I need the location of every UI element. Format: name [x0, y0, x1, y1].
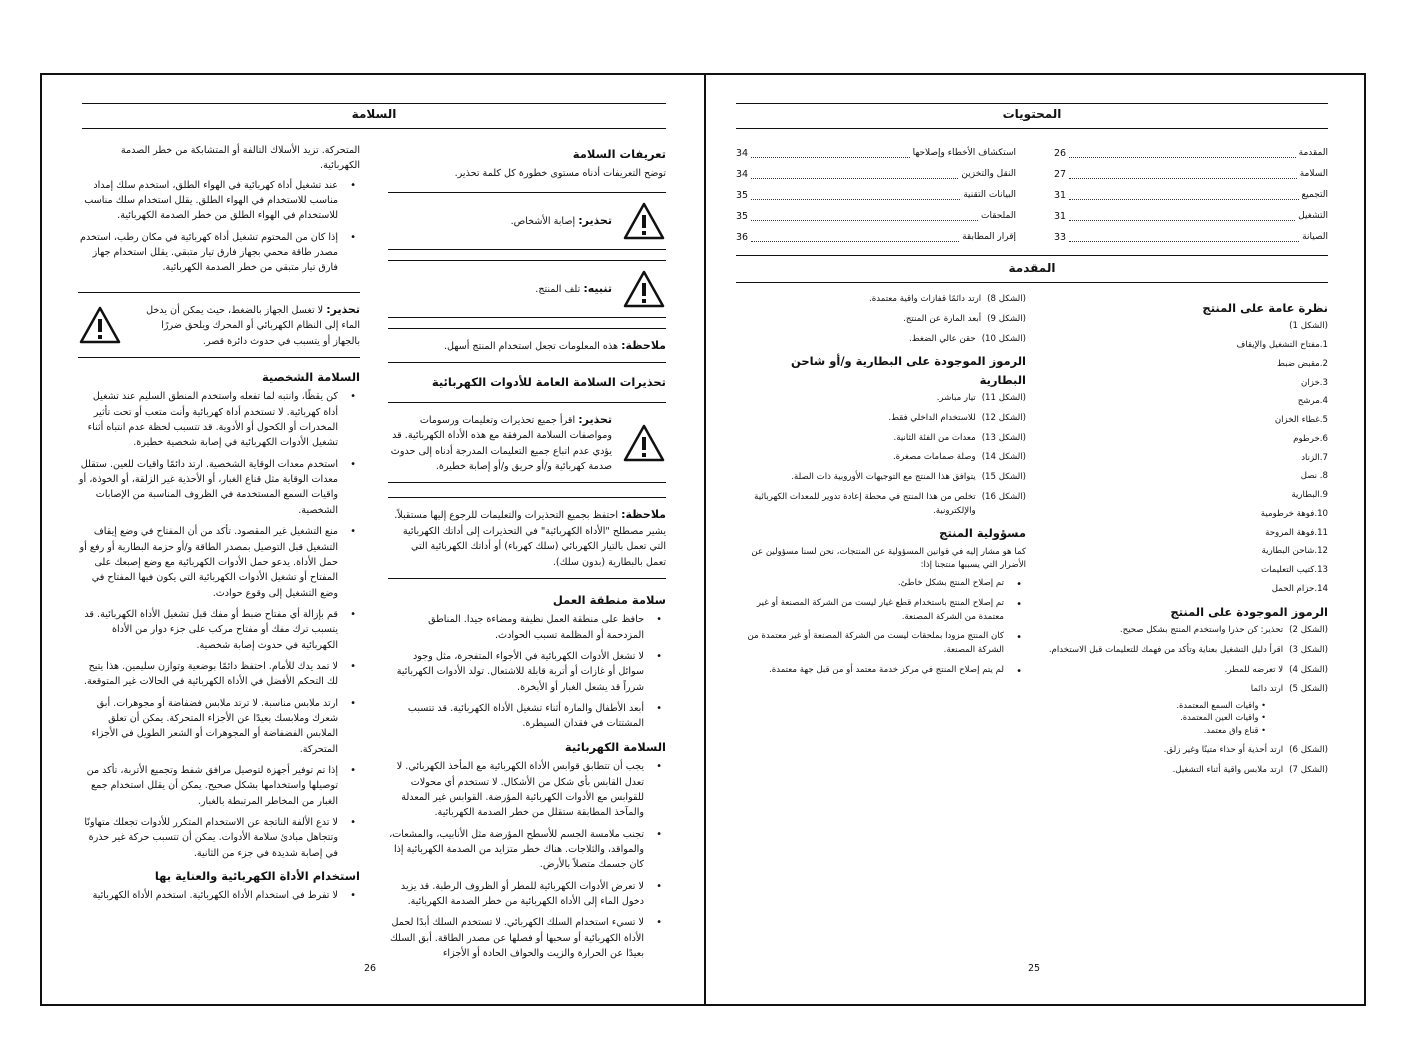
note-text: هذه المعلومات تجعل استخدام المنتج أسهل. [443, 340, 619, 352]
list-item: • لا تدع الألفة الناتجة عن الاستخدام المتكرر للأدوات تجعلك متهاونًا وتتجاهل مبادئ سلامة الأدوات. يمكن أن تتسبب حركة غير حذرة في إصابة شديدة في جزء من الثانية. [78, 815, 360, 861]
column-right [388, 139, 666, 967]
symbol-row: (الشكل 7) ارتد ملابس واقية أثناء التشغيل. [1172, 765, 1328, 776]
section-title: الرموز الموجودة على المنتج [1170, 604, 1328, 619]
toc-entry[interactable]: استكشاف الأخطاء وإصلاحها 34 [736, 147, 1016, 159]
list-item: • استخدم معدات الوقاية الشخصية. ارتد دائمًا واقيات للعين. ستقلل معدات الوقاية مثل قناع الغبار، أو الأحذية غير الزلقة، أو الخوذة، أو واقيات السمع المستخدمة في الظروف المناسبة من الإصابات الشخصية. [78, 457, 360, 518]
list-item: 12.شاحن البطارية [1261, 546, 1328, 557]
page-header: المحتويات [736, 103, 1328, 129]
symbol-row: (الشكل 8) ارتد دائمًا قفازات واقية معتمدة. [868, 294, 1026, 304]
list-item: 7.الزناد [1301, 452, 1328, 463]
list-item: 6.خرطوم [1293, 433, 1328, 444]
page-26 [42, 75, 704, 1004]
symbol-row: (الشكل 3) اقرأ دليل التشغيل بعناية وتأكد من فهمك للتعليمات قبل الاستخدام. [1048, 644, 1328, 655]
bullet-list [388, 612, 666, 731]
warning-label: تحذير: [578, 213, 612, 227]
section-title: مسؤولية المنتج [939, 526, 1026, 541]
list-item: 4.مرشح [1297, 396, 1328, 407]
list-item: • تجنب ملامسة الجسم للأسطح المؤرضة مثل الأنابيب، والمشعات، والمواقد، والثلاجات. هناك خطر متزايد من الصدمة الكهربائية إذا كان جسمك متصلاً بالأرض. [388, 827, 666, 873]
list-item: 9.البطارية [1291, 490, 1328, 501]
warning-triangle-icon [622, 201, 666, 241]
list-item: • إذا تم توفير أجهزة لتوصيل مرافق شفط وتجميع الأتربة، تأكد من توصيلها واستخدامها بشكل صحيح. يمكن أن يقلل استخدام جمع الغبار من المخاطر المرتبطة بالغبار. [78, 763, 360, 809]
section-title: نظرة عامة على المنتج [1202, 301, 1328, 315]
symbol-row: (الشكل 10) حقن عالي الضغط. [909, 333, 1026, 344]
list-item: 14.حزام الحمل [1271, 583, 1328, 594]
note-box [388, 328, 666, 364]
section-title: تحذيرات السلامة العامة للأدوات الكهربائية [431, 375, 666, 390]
list-item: • كن يقظًا، وانتبه لما تفعله واستخدم المنطق السليم عند تشغيل أداة كهربائية. لا تستخدم أداة كهربائية وأنت متعب أو تحت تأثير المخدرات أو الكحول أو الأدوية. قد تتسبب لحظة عدم انتباه أثناء تشغيل الأدوات الكهربائية في إصابة شخصية خطيرة. [78, 389, 360, 450]
list-item: • يجب أن تتطابق قوابس الأداة الكهربائية مع المأخذ الكهربائي. لا تعدل القابس بأي شكل من الأشكال. لا تستخدم أي محولات للقوابس مع الأدوات الكهربائية المؤرضة. القوابس غير المعدلة والمآخذ المطابقة ستقلل من خطر الصدمة الكهربائية. [388, 759, 666, 820]
page-number: 26 [364, 962, 377, 974]
column-left [78, 143, 360, 910]
bullet-list [78, 178, 360, 276]
toc-entry[interactable]: الصيانة 33 [1054, 231, 1328, 243]
list-item: 13.كتيب التعليمات [1261, 565, 1328, 576]
list-item: • أبعد الأطفال والمارة أثناء تشغيل الأداة الكهربائية. قد تتسبب المشتتات في فقدان السيطرة. [388, 701, 666, 732]
list-item: • كان المنتج مزودا بملحقات ليست من الشركة المصنعة أو غير معتمدة من الشركة المصنعة. [744, 630, 1026, 658]
toc-entry[interactable]: النقل والتخزين 34 [736, 168, 1016, 180]
list-item: • حافظ على منطقة العمل نظيفة ومضاءة جيدا. المناطق المزدحمة أو المظلمة تسبب الحوادث. [388, 612, 666, 643]
toc-entry[interactable]: السلامة 27 [1054, 168, 1328, 180]
paragraph: توضح التعريفات أدناه مستوى خطورة كل كلمة تحذير. [454, 168, 666, 180]
list-item: • ارتد ملابس مناسبة. لا ترتد ملابس فضفاضة أو مجوهرات. أبق شعرك وملابسك بعيدًا عن الأجزاء المتحركة. يمكن أن تعلق الملابس الفضفاضة أو المجوهرات أو الشعر الطويل في الأجزاء المتحركة. [78, 696, 360, 757]
symbol-row: (الشكل 14) وصلة صمامات مصغرة. [892, 452, 1026, 463]
symbol-row: (الشكل 15) يتوافق هذا المنتج مع التوجيهات الأوروبية ذات الصلة. [791, 472, 1026, 483]
list-item: 1.مفتاح التشغيل والإيقاف [1236, 340, 1328, 351]
list-item: 5.غطاء الخزان [1274, 415, 1328, 426]
page-header: السلامة [82, 103, 666, 129]
section-title: السلامة الشخصية [261, 370, 360, 385]
bullet-list [78, 888, 360, 903]
list-item: • لا تسيء استخدام السلك الكهربائي. لا تستخدم السلك أبدًا لحمل الأداة الكهربائية أو سحبها أو فصلها عن مصدر الطاقة. أبق السلك بعيدًا عن الحرارة والزيت والحواف الحادة أو الأجزاء [388, 915, 666, 961]
bullet-list [744, 577, 1026, 678]
section-title: استخدام الأداة الكهربائية والعناية بها [154, 869, 360, 884]
symbol-row: (الشكل 4) لا تعرضه للمطر. [1224, 664, 1328, 675]
symbol-row: (الشكل 16) تخلص من هذا المنتج في محطة إعادة تدوير للمعدات الكهربائية والإلكترونية. [754, 491, 1026, 516]
symbol-row: (الشكل 13) معدات من الفئة الثانية. [893, 432, 1026, 443]
list-item: 3.خزان [1301, 377, 1328, 388]
bullet-list [388, 759, 666, 961]
symbol-row: (الشكل 6) ارتد أحذية أو حذاء متينًا وغير زلق. [1163, 745, 1328, 756]
section-title: الرموز الموجودة على البطارية و/أو شاحن البطارية [790, 354, 1026, 387]
toc-entry[interactable]: إقرار المطابقة 36 [736, 231, 1016, 243]
list-item: • عند تشغيل أداة كهربائية في الهواء الطلق، استخدم سلك إمداد مناسب للاستخدام في الهواء الطلق. يقلل استخدام سلك مناسب للاستخدام في الهواء الطلق من خطر الصدمة الكهربائية. [78, 178, 360, 224]
list-item: 2.مقبض ضبط [1276, 358, 1328, 369]
warning-text: لا تغسل الجهاز بالضغط، حيث يمكن أن يدخل الماء إلى النظام الكهربائي أو المحرك ويلحق ضررًا بالجهاز أو يتسبب في حدوث دائرة قصر. [146, 304, 360, 347]
warning-triangle-icon [78, 305, 122, 345]
toc-entry[interactable]: التجميع 31 [1054, 189, 1328, 201]
page-number: 25 [1028, 962, 1041, 974]
parts-list [1028, 320, 1328, 596]
list-item: 10.فوهة خرطومية [1260, 508, 1328, 519]
toc-column-left [736, 143, 1016, 248]
warning-box [78, 292, 360, 358]
list-item: • تم إصلاح المنتج بشكل خاطئ. [744, 577, 1026, 591]
toc-entry[interactable]: الملحقات 35 [736, 210, 1016, 222]
list-item: • لا تشغل الأدوات الكهربائية في الأجواء المتفجرة، مثل وجود سوائل أو غازات أو أتربة قابلة للاشتعال. تولد الأدوات الكهربائية شرراً قد يشعل الغبار أو الأبخرة. [388, 649, 666, 695]
symbol-row: (الشكل 12) للاستخدام الداخلي فقط. [888, 412, 1026, 423]
caution-box [388, 260, 666, 318]
list-item: • منع التشغيل غير المقصود. تأكد من أن المفتاح في وضع إيقاف التشغيل قبل التوصيل بمصدر الطاقة و/أو حزمة البطارية أو رفع أو حمل الأداة. يدعو حمل الأدوات الكهربائية مع وضع إصبعك على المفتاح أو تشغيل الأدوات الكهربائية التي يكون فيها المفتاح في وضع التشغيل إلى وقوع حوادث. [78, 524, 360, 601]
intro-column-left [744, 293, 1026, 684]
symbol-row: (الشكل 9) أبعد المارة عن المنتج. [903, 313, 1026, 324]
list-item: • لا تعرض الأدوات الكهربائية للمطر أو الظروف الرطبة. قد يزيد دخول الماء إلى الأداة الكهربائية من خطر الصدمة الكهربائية. [388, 879, 666, 910]
list-item: • قم بإزالة أي مفتاح ضبط أو مفك قبل تشغيل الأداة الكهربائية. قد يتسبب ترك مفك أو مفتاح مركب على جزء دوار من الأداة الكهربائية في حدوث إصابة شخصية. [78, 607, 360, 653]
symbol-row: (الشكل 5) ارتد دائما [1250, 684, 1328, 695]
paragraph: المتحركة. تزيد الأسلاك التالفة أو المتشابكة من خطر الصدمة الكهربائية. [120, 145, 360, 172]
warning-label: تحذير: [578, 412, 612, 426]
paragraph: كما هو مشار إليه في قوانين المسؤولية عن المنتجات، نحن لسنا مسؤولين عن الأضرار التي يسببها منتجنا إذا: [751, 546, 1026, 571]
caution-triangle-icon [622, 269, 666, 309]
warning-triangle-icon [622, 423, 666, 463]
list-item: • لم يتم إصلاح المنتج في مركز خدمة معتمد أو من قبل جهة معتمدة. [744, 664, 1026, 678]
bullet-list [78, 389, 360, 861]
page-25 [706, 75, 1368, 1004]
document-spread [40, 73, 1366, 1006]
toc-entry[interactable]: التشغيل 31 [1054, 210, 1328, 222]
warning-box [388, 192, 666, 250]
list-item: • لا تفرط في استخدام الأداة الكهربائية. استخدم الأداة الكهربائية [78, 888, 360, 903]
warning-box [388, 402, 666, 484]
symbol-row: (الشكل 11) تيار مباشر. [936, 393, 1026, 404]
list-item: 11.فوهة المروحة [1265, 527, 1328, 538]
toc-column-right [1054, 143, 1328, 248]
list-item: • لا تمد يدك للأمام. احتفظ دائمًا بوضعية وتوازن سليمين. هذا يتيح لك التحكم الأفضل في الأداة الكهربائية في الحالات غير المتوقعة. [78, 659, 360, 690]
note-text: احتفظ بجميع التحذيرات والتعليمات للرجوع إليها مستقبلاً. يشير مصطلح "الأداة الكهربائية" في التحذيرات إلى أداتك الكهربائية التي تعمل بالتيار الكهربائي (سلك كهرباء) أو أداتك الكهربائية التي تعمل بالبطارية (بدون سلك). [394, 510, 666, 568]
list-item: (الشكل 1) [1289, 321, 1328, 332]
note-label: ملاحظة: [621, 508, 666, 522]
symbol-sublist: • واقيات السمع المعتمدة. • واقيات العين المعتمدة. • قناع واق معتمد. [1176, 700, 1266, 735]
note-label: ملاحظة: [621, 338, 666, 352]
section-header: المقدمة [736, 255, 1328, 283]
toc-entry[interactable]: البيانات التقنية 35 [736, 189, 1016, 201]
intro-column-right [1028, 293, 1328, 784]
list-item: • إذا كان من المحتوم تشغيل أداة كهربائية في مكان رطب، استخدم مصدر طاقة محمي بجهاز فارق تيار متبقي. يقلل استخدام جهاز فارق تيار متبقي من خطر الصدمة الكهربائية. [78, 230, 360, 276]
caution-text: تلف المنتج. [535, 283, 581, 295]
section-title: سلامة منطقة العمل [552, 592, 666, 607]
note-box [388, 497, 666, 579]
warning-text: إصابة الأشخاص. [510, 215, 576, 227]
list-item: • تم إصلاح المنتج باستخدام قطع غيار ليست من الشركة المصنعة أو غير معتمدة من الشركة المصنعة. [744, 597, 1026, 625]
list-item: 8. نصل [1300, 471, 1328, 482]
warning-text: اقرأ جميع تحذيرات وتعليمات ورسومات ومواصفات السلامة المرفقة مع هذه الأداة الكهربائية. قد يؤدي عدم اتباع جميع التعليمات المدرجة أدناه إلى حدوث صدمة كهربائية و/أو حريق و/أو إصابة خطيرة. [390, 414, 612, 472]
section-title: تعريفات السلامة [572, 147, 666, 161]
symbol-row: (الشكل 2) تحذير: كن حذرا واستخدم المنتج بشكل صحيح. [1119, 625, 1328, 636]
warning-label: تحذير: [326, 302, 360, 316]
section-title: السلامة الكهربائية [564, 739, 666, 754]
caution-label: تنبيه: [583, 281, 612, 295]
toc-entry[interactable]: المقدمة 26 [1054, 147, 1328, 159]
